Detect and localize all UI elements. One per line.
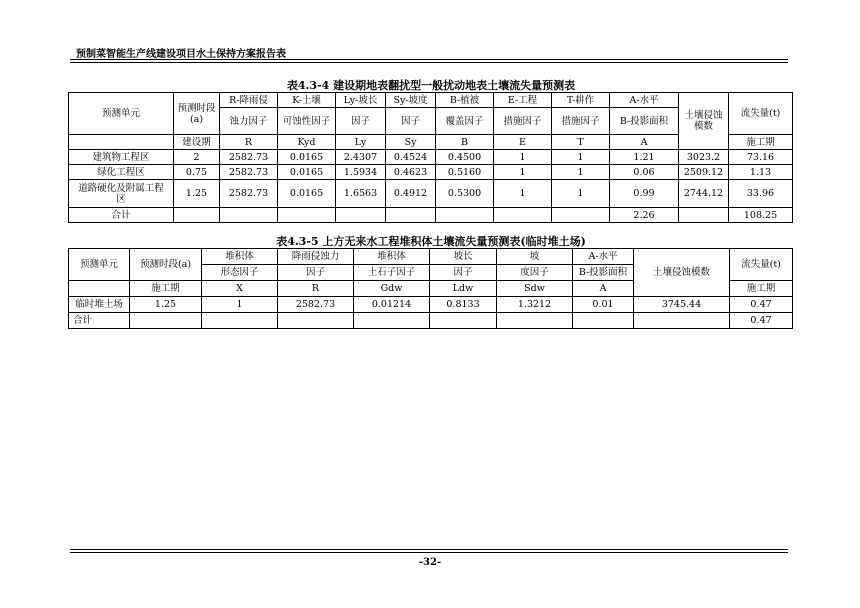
t2-cell: 1	[202, 297, 278, 313]
t2-cell-empty	[573, 313, 634, 329]
t2-head-g2: 土石子因子	[354, 265, 430, 281]
t1-cell-empty	[220, 208, 278, 223]
t1-head-r1: R-降雨侵	[220, 93, 278, 108]
t2-head-s2: 度因子	[497, 265, 573, 281]
t1-cell: 0.5300	[436, 180, 494, 208]
t1-symbol: 施工期	[729, 135, 793, 150]
t1-symbol: A	[610, 135, 679, 150]
t1-head-sy1: Sy-坡度	[386, 93, 436, 108]
t1-cell: 2.4307	[336, 150, 386, 165]
t1-symbol: Kyd	[278, 135, 336, 150]
table-row-total	[69, 313, 793, 329]
t2-cell-empty	[278, 313, 354, 329]
t1-head-e2: 措施因子	[494, 108, 552, 135]
t1-cell: 33.96	[729, 180, 793, 208]
t1-head-b1: B-植被	[436, 93, 494, 108]
t2-cell: 0.01214	[354, 297, 430, 313]
t2-cell-empty	[130, 313, 202, 329]
t1-cell: 0.99	[610, 180, 679, 208]
t1-total-area: 2.26	[610, 208, 679, 223]
t1-cell-empty	[174, 208, 220, 223]
table2-soil-loss	[68, 248, 793, 329]
t2-cell-empty	[202, 313, 278, 329]
t1-total-label: 合计	[69, 208, 174, 223]
table1-caption: 表4.3-4 建设期地表翻扰型一般扰动地表土壤流失量预测表	[286, 79, 576, 92]
t1-symbol: B	[436, 135, 494, 150]
t2-cell-unit: 临时堆土场	[69, 297, 130, 313]
t2-cell-empty	[354, 313, 430, 329]
t2-symbol: A	[573, 281, 634, 297]
t1-head-t2: 措施因子	[552, 108, 610, 135]
table1-soil-loss	[68, 92, 793, 223]
t2-head-l2: 因子	[430, 265, 497, 281]
t2-cell: 3745.44	[634, 297, 730, 313]
t1-cell: 0.0165	[278, 165, 336, 180]
t1-cell: 3023.2	[679, 150, 729, 165]
t2-head-x1: 堆积体	[202, 249, 278, 265]
t1-symbol: Ly	[336, 135, 386, 150]
t1-cell-unit: 绿化工程区	[69, 165, 174, 180]
t1-cell: 2509.12	[679, 165, 729, 180]
t2-head-r1: 降雨侵蚀力	[278, 249, 354, 265]
t2-symbol: R	[278, 281, 354, 297]
table-row	[69, 165, 793, 180]
footer-rule	[70, 552, 788, 553]
t1-cell-empty	[278, 208, 336, 223]
t1-cell: 1	[494, 180, 552, 208]
t1-cell: 0.06	[610, 165, 679, 180]
t1-head-period: 预测时段 (a)	[174, 93, 220, 135]
t2-cell: 1.3212	[497, 297, 573, 313]
t1-cell: 1.25	[174, 180, 220, 208]
t2-head-g1: 堆积体	[354, 249, 430, 265]
t1-cell-empty	[679, 208, 729, 223]
t2-head-unit: 预测单元	[69, 249, 130, 281]
t2-cell-empty	[497, 313, 573, 329]
table-row	[69, 180, 793, 208]
t2-symbol: 施工期	[130, 281, 202, 297]
t2-cell: 2582.73	[278, 297, 354, 313]
t2-head-s1: 坡	[497, 249, 573, 265]
table-row	[69, 150, 793, 165]
t1-head-modulus: 土壤侵蚀 模数	[679, 93, 729, 150]
t2-head-r2: 因子	[278, 265, 354, 281]
t2-symbol: Gdw	[354, 281, 430, 297]
t2-head-l1: 坡长	[430, 249, 497, 265]
t1-cell-empty	[336, 208, 386, 223]
t2-head-loss: 流失量(t)	[730, 249, 793, 281]
t2-cell-empty	[430, 313, 497, 329]
t1-cell: 0.4500	[436, 150, 494, 165]
t2-symbol-blank	[69, 281, 130, 297]
t1-cell: 2582.73	[220, 150, 278, 165]
table-row-total	[69, 208, 793, 223]
header-rule-thin	[70, 62, 788, 63]
t1-symbol: R	[220, 135, 278, 150]
t1-cell: 1	[552, 165, 610, 180]
t1-cell: 2744.12	[679, 180, 729, 208]
t1-symbol: T	[552, 135, 610, 150]
t1-cell: 2582.73	[220, 180, 278, 208]
t1-cell: 0.4912	[386, 180, 436, 208]
t1-cell: 1.13	[729, 165, 793, 180]
t1-cell: 1.5934	[336, 165, 386, 180]
t1-symbol: E	[494, 135, 552, 150]
t1-cell: 1.21	[610, 150, 679, 165]
t1-cell: 1	[552, 150, 610, 165]
t1-cell: 73.16	[729, 150, 793, 165]
t1-head-e1: E-工程	[494, 93, 552, 108]
t1-symbol: 建设期	[174, 135, 220, 150]
t2-head-x2: 形态因子	[202, 265, 278, 281]
t1-cell: 2582.73	[220, 165, 278, 180]
t1-head-loss: 流失量(t)	[729, 93, 793, 135]
t1-symbol-blank	[69, 135, 174, 150]
t2-total-label: 合计	[69, 313, 130, 329]
t1-head-a1: A-水平	[610, 93, 679, 108]
t1-head-t1: T-耕作	[552, 93, 610, 108]
t1-head-r2: 蚀力因子	[220, 108, 278, 135]
t2-symbol: Sdw	[497, 281, 573, 297]
t1-cell: 0.0165	[278, 150, 336, 165]
t1-head-ly2: 因子	[336, 108, 386, 135]
t1-cell-unit: 建筑物工程区	[69, 150, 174, 165]
report-header-title: 预制菜智能生产线建设项目水土保持方案报告表	[76, 49, 286, 60]
t2-cell: 0.01	[573, 297, 634, 313]
t1-cell: 0.4623	[386, 165, 436, 180]
t1-cell: 1.6563	[336, 180, 386, 208]
table-row	[69, 297, 793, 313]
t1-head-sy2: 因子	[386, 108, 436, 135]
t1-head-b2: 覆盖因子	[436, 108, 494, 135]
t1-cell: 1	[494, 165, 552, 180]
t2-head-period: 预测时段(a)	[130, 249, 202, 281]
t1-head-k2: 可蚀性因子	[278, 108, 336, 135]
t2-symbol: 施工期	[730, 281, 793, 297]
header-rule	[70, 59, 788, 60]
table2-caption: 表4.3-5 上方无来水工程堆积体土壤流失量预测表(临时堆土场)	[276, 235, 586, 248]
t2-symbol: Ldw	[430, 281, 497, 297]
t1-cell: 0.5160	[436, 165, 494, 180]
t1-cell-empty	[386, 208, 436, 223]
t1-head-unit: 预测单元	[69, 93, 174, 135]
t2-head-modulus: 土壤侵蚀模数	[634, 249, 730, 297]
t1-head-ly1: Ly-坡长	[336, 93, 386, 108]
t2-symbol: X	[202, 281, 278, 297]
t1-cell-empty	[494, 208, 552, 223]
t2-cell-empty	[634, 313, 730, 329]
t1-cell: 0.4524	[386, 150, 436, 165]
page-number: -32-	[418, 557, 442, 568]
t2-head-a2: B-投影面积	[573, 265, 634, 281]
t1-cell: 0.75	[174, 165, 220, 180]
t2-cell: 0.8133	[430, 297, 497, 313]
t1-cell: 1	[494, 150, 552, 165]
t1-head-k1: K-土壤	[278, 93, 336, 108]
t1-symbol: Sy	[386, 135, 436, 150]
t1-cell-empty	[552, 208, 610, 223]
footer-rule-thin	[70, 549, 788, 550]
t2-total-loss: 0.47	[730, 313, 793, 329]
t1-cell: 0.0165	[278, 180, 336, 208]
t1-cell: 2	[174, 150, 220, 165]
t1-total-loss: 108.25	[729, 208, 793, 223]
t2-cell: 1.25	[130, 297, 202, 313]
t1-head-a2: B-投影面积	[610, 108, 679, 135]
t1-cell-unit: 道路硬化及附属工程 区	[69, 180, 174, 208]
t1-cell-empty	[436, 208, 494, 223]
t1-cell: 1	[552, 180, 610, 208]
t2-head-a1: A-水平	[573, 249, 634, 265]
t2-cell: 0.47	[730, 297, 793, 313]
